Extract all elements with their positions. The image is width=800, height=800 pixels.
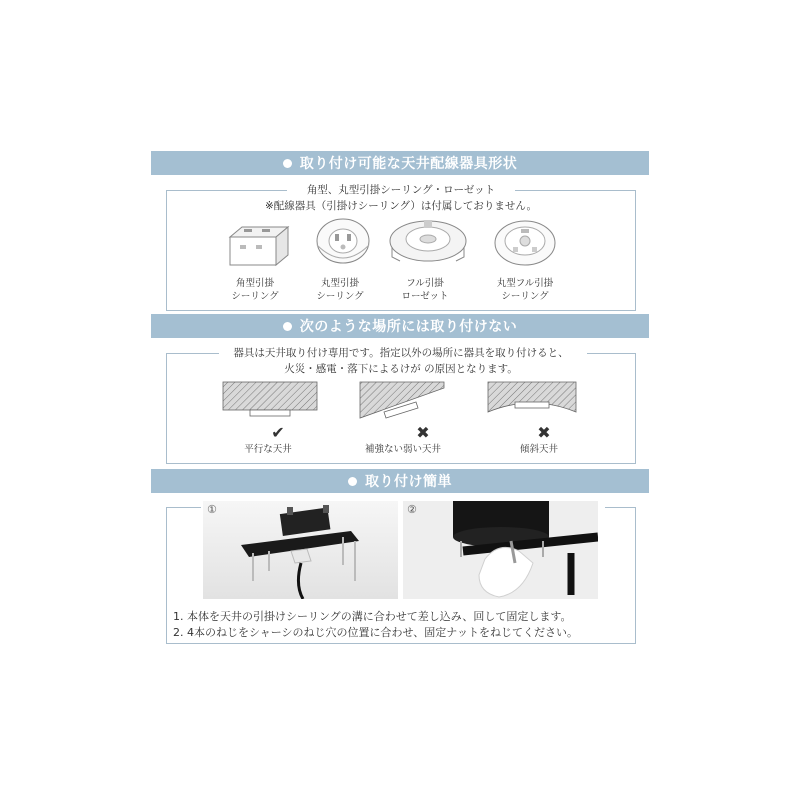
fixture-label-round: 丸型引掛 シーリング (316, 278, 364, 302)
ceiling-diagrams (166, 380, 634, 450)
bullet-icon (348, 477, 357, 486)
weak-ceiling-icon (360, 382, 444, 418)
full-rosette-icon (390, 220, 466, 261)
case-label-flat: 平行な天井 (244, 444, 292, 455)
section1-caption-1: 角型、丸型引掛シーリング・ローゼット (306, 184, 496, 196)
section2-caption-1: 器具は天井取り付け専用です。指定以外の場所に器具を取り付けると、 (233, 347, 569, 359)
case-label-weak: 補強ない弱い天井 (364, 444, 441, 455)
case-label-sloped: 傾斜天井 (519, 444, 558, 455)
flat-ceiling-icon (223, 382, 317, 416)
fixture-label-round-full: 丸型フル引掛 シーリング (496, 278, 554, 302)
step1-text: 1. 本体を天井の引掛けシーリングの溝に合わせて差し込み、回して固定します。 (173, 610, 572, 623)
chassis-illustration (203, 501, 398, 599)
section2-title: 次のような場所には取り付けない (299, 319, 518, 335)
step1-photo (203, 501, 398, 599)
bullet-icon (283, 322, 292, 331)
step2-text: 2. 4本のねじをシャーシのねじ穴の位置に合わせ、固定ナットをねじてください。 (173, 626, 578, 639)
fixture-illustrations (166, 215, 634, 275)
section1-caption-2: ※配線器具（引掛けシーリング）は付属しておりません。 (264, 200, 538, 212)
section3-banner (151, 469, 649, 493)
round-full-ceiling-fixture-icon (495, 221, 555, 265)
round-ceiling-fixture-icon (317, 219, 369, 263)
step1-number: ① (207, 503, 217, 516)
installation-illustration (403, 501, 598, 599)
section3-title: 取り付け簡単 (365, 474, 452, 490)
section1-title: 取り付け可能な天井配線器具形状 (299, 156, 518, 172)
section2-caption-2: 火災・感電・落下によるけが の原因となります。 (284, 363, 518, 375)
sloped-ceiling-icon (488, 382, 576, 412)
fixture-label-rosette: フル引掛 ローゼット (401, 278, 449, 302)
cross-icon: ✖ (416, 423, 430, 442)
check-icon: ✔ (271, 423, 285, 442)
step2-photo (403, 501, 598, 599)
step2-number: ② (407, 503, 417, 516)
bullet-icon (283, 159, 292, 168)
fixture-label-square: 角型引掛 シーリング (231, 278, 279, 302)
section2-banner (151, 314, 649, 338)
section1-banner (151, 151, 649, 175)
cross-icon: ✖ (537, 423, 551, 442)
square-ceiling-fixture-icon (230, 227, 288, 265)
